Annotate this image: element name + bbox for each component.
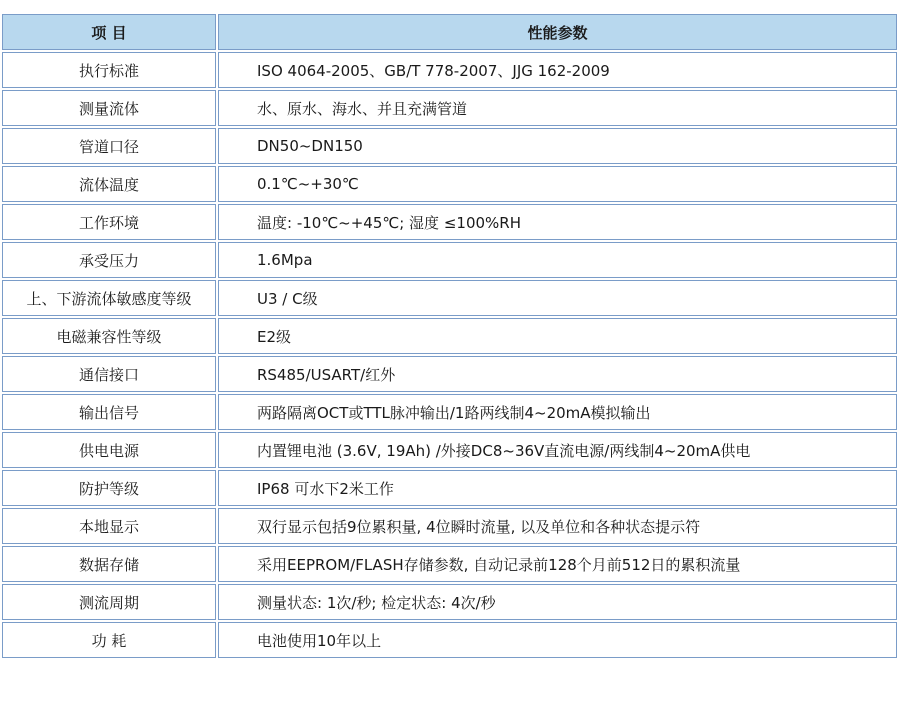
- row-item-label: 流体温度: [2, 166, 216, 202]
- row-value: DN50~DN150: [218, 128, 897, 164]
- row-value: 两路隔离OCT或TTL脉冲输出/1路两线制4~20mA模拟输出: [218, 394, 897, 430]
- row-item-label: 上、下游流体敏感度等级: [2, 280, 216, 316]
- row-value: 温度: -10℃~+45℃; 湿度 ≤100%RH: [218, 204, 897, 240]
- spec-body: [2, 52, 897, 658]
- row-item-label: 数据存储: [2, 546, 216, 582]
- table-row: [2, 166, 897, 202]
- table-row: [2, 584, 897, 620]
- row-value: 双行显示包括9位累积量, 4位瞬时流量, 以及单位和各种状态提示符: [218, 508, 897, 544]
- table-row: [2, 508, 897, 544]
- row-value: E2级: [218, 318, 897, 354]
- row-value: 1.6Mpa: [218, 242, 897, 278]
- row-item-label: 本地显示: [2, 508, 216, 544]
- table-row: [2, 52, 897, 88]
- row-item-label: 供电电源: [2, 432, 216, 468]
- row-item-label: 电磁兼容性等级: [2, 318, 216, 354]
- row-value: 水、原水、海水、并且充满管道: [218, 90, 897, 126]
- row-item-label: 输出信号: [2, 394, 216, 430]
- row-value: 0.1℃~+30℃: [218, 166, 897, 202]
- table-row: [2, 90, 897, 126]
- row-item-label: 测量流体: [2, 90, 216, 126]
- row-value: IP68 可水下2米工作: [218, 470, 897, 506]
- table-row: [2, 470, 897, 506]
- row-item-label: 测流周期: [2, 584, 216, 620]
- row-item-label: 防护等级: [2, 470, 216, 506]
- row-value: 内置锂电池 (3.6V, 19Ah) /外接DC8~36V直流电源/两线制4~20mA供电: [218, 432, 897, 468]
- row-value: ISO 4064-2005、GB/T 778-2007、JJG 162-2009: [218, 52, 897, 88]
- row-value: 电池使用10年以上: [218, 622, 897, 658]
- row-item-label: 管道口径: [2, 128, 216, 164]
- row-value: 测量状态: 1次/秒; 检定状态: 4次/秒: [218, 584, 897, 620]
- header-item: 项 目: [2, 14, 216, 50]
- table-row: [2, 242, 897, 278]
- table-row: [2, 432, 897, 468]
- row-item-label: 承受压力: [2, 242, 216, 278]
- table-row: [2, 546, 897, 582]
- row-value: 采用EEPROM/FLASH存储参数, 自动记录前128个月前512日的累积流量: [218, 546, 897, 582]
- table-row: [2, 622, 897, 658]
- row-value: RS485/USART/红外: [218, 356, 897, 392]
- row-item-label: 功 耗: [2, 622, 216, 658]
- row-item-label: 执行标准: [2, 52, 216, 88]
- table-row: [2, 394, 897, 430]
- table-row: [2, 356, 897, 392]
- table-row: [2, 128, 897, 164]
- table-row: [2, 204, 897, 240]
- row-value: U3 / C级: [218, 280, 897, 316]
- header-row: [2, 14, 897, 50]
- table-row: [2, 318, 897, 354]
- row-item-label: 通信接口: [2, 356, 216, 392]
- header-value: 性能参数: [218, 14, 897, 50]
- row-item-label: 工作环境: [2, 204, 216, 240]
- table-row: [2, 280, 897, 316]
- spec-table: [0, 12, 899, 660]
